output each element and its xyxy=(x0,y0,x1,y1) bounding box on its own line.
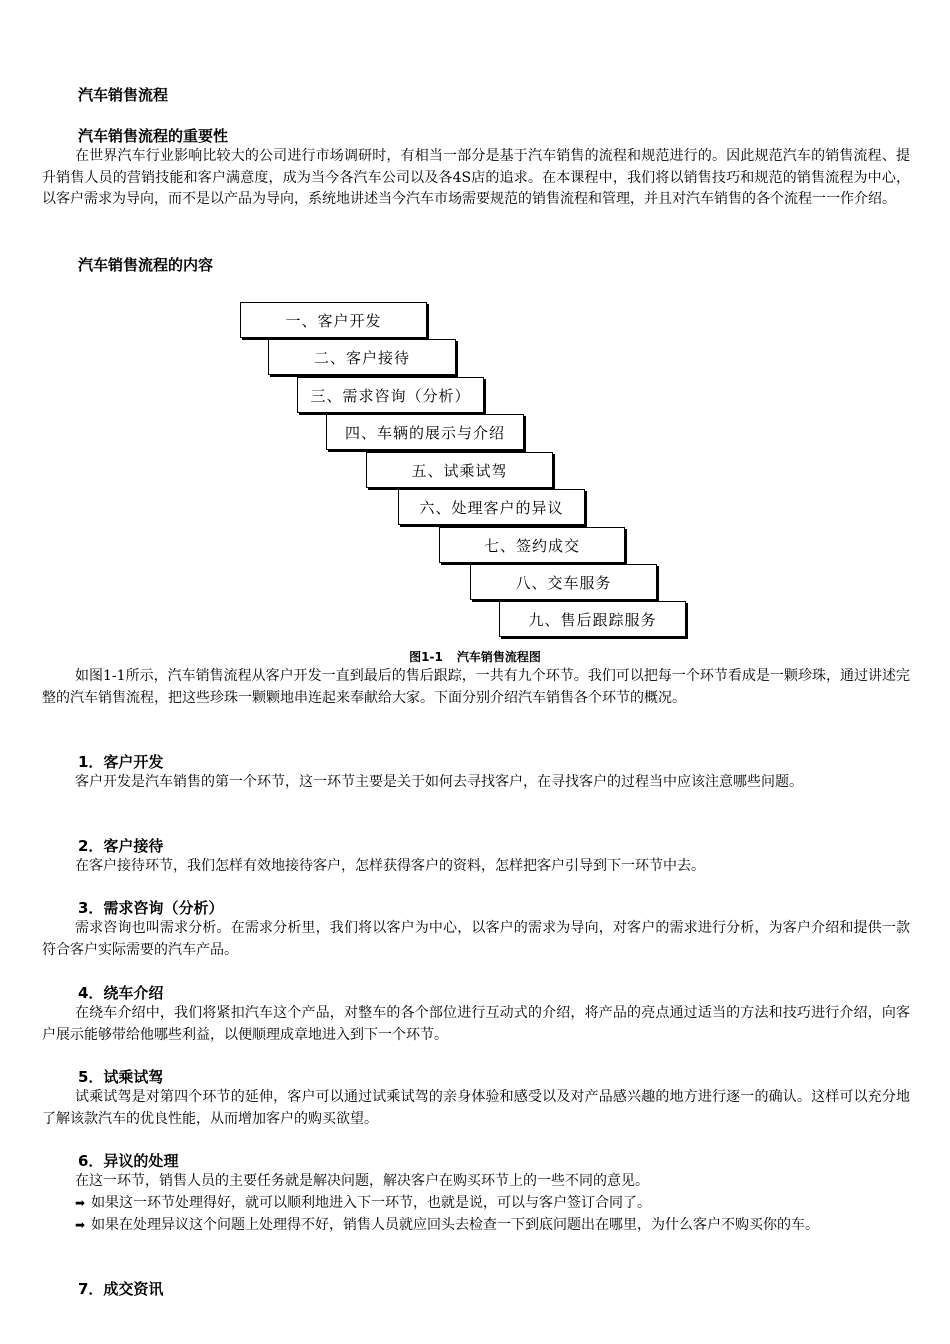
flow-step-9: 九、售后跟踪服务 xyxy=(499,601,686,637)
flow-step-5: 五、试乘试驾 xyxy=(366,452,553,488)
content-heading: 汽车销售流程的内容 xyxy=(78,256,214,274)
flow-step-6: 六、处理客户的异议 xyxy=(398,489,585,525)
section-6-bullet-1 xyxy=(42,1193,910,1215)
intro-paragraph: 如图1-1所示，汽车销售流程从客户开发一直到最后的售后跟踪，一共有九个环节。我们可以把每一个环节看成是一颗珍珠，通过讲述完整的汽车销售流程，把这些珍珠一颗颗地串连起来奉献给大家。下面分别介绍汽车销售各个环节的概况。 xyxy=(42,668,910,706)
bullet-text: 如果在处理异议这个问题上处理得不好，销售人员就应回头去检查一下到底问题出在哪里，为什么客户不购买你的车。 xyxy=(91,1217,820,1233)
flow-step-8: 八、交车服务 xyxy=(470,564,657,600)
flow-step-4: 四、车辆的展示与介绍 xyxy=(326,414,524,450)
arrow-bullet-icon: ➡ xyxy=(75,1196,86,1210)
section-5-text: 试乘试驾是对第四个环节的延伸，客户可以通过试乘试驾的亲身体验和感受以及对产品感兴趣的地方进行逐一的确认。这样可以充分地了解该款汽车的优良性能，从而增加客户的购买欲望。 xyxy=(42,1089,910,1127)
section-6-bullet-2 xyxy=(42,1215,910,1237)
section-2-text: 在客户接待环节，我们怎样有效地接待客户，怎样获得客户的资料，怎样把客户引导到下一环节中去。 xyxy=(75,858,705,874)
section-5-heading: 5．试乘试驾 xyxy=(78,1068,164,1086)
section-1-heading: 1．客户开发 xyxy=(78,753,164,771)
flow-step-7: 七、签约成交 xyxy=(439,527,625,563)
section-1-text: 客户开发是汽车销售的第一个环节，这一环节主要是关于如何去寻找客户，在寻找客户的过程当中应该注意哪些问题。 xyxy=(75,774,803,790)
figure-number: 图1-1 xyxy=(409,650,443,664)
figure-title: 汽车销售流程图 xyxy=(456,650,541,664)
importance-paragraph: 在世界汽车行业影响比较大的公司进行市场调研时，有相当一部分是基于汽车销售的流程和规范进行的。因此规范汽车的销售流程、提升销售人员的营销技能和客户满意度，成为当今各汽车公司以及各4S店的追求。在本课程中，我们将以销售技巧和规范的销售流程为中心，以客户需求为导向，而不是以产品为导向，系统地讲述当今汽车市场需要规范的销售流程和管理，并且对汽车销售的各个流程一一作介绍。 xyxy=(42,148,910,207)
importance-heading: 汽车销售流程的重要性 xyxy=(78,127,229,145)
section-7-heading: 7．成交资讯 xyxy=(78,1280,164,1298)
flow-step-2: 二、客户接待 xyxy=(268,339,456,375)
section-6-heading: 6．异议的处理 xyxy=(78,1152,179,1170)
flow-step-1: 一、客户开发 xyxy=(240,302,427,338)
figure-caption xyxy=(0,649,950,665)
arrow-bullet-icon: ➡ xyxy=(75,1218,86,1232)
section-3-text: 需求咨询也叫需求分析。在需求分析里，我们将以客户为中心，以客户的需求为导向，对客户的需求进行分析，为客户介绍和提供一款符合客户实际需要的汽车产品。 xyxy=(42,920,910,958)
section-4-heading: 4．绕车介绍 xyxy=(78,984,164,1002)
section-3-heading: 3．需求咨询（分析） xyxy=(78,899,224,917)
bullet-text: 如果这一环节处理得好，就可以顺利地进入下一环节，也就是说，可以与客户签订合同了。 xyxy=(91,1195,652,1211)
section-4-text: 在绕车介绍中，我们将紧扣汽车这个产品，对整车的各个部位进行互动式的介绍，将产品的亮点通过适当的方法和技巧进行介绍，向客户展示能够带给他哪些利益，以便顺理成章地进入到下一个环节。 xyxy=(42,1005,910,1043)
section-6-text: 在这一环节，销售人员的主要任务就是解决问题，解决客户在购买环节上的一些不同的意见。 xyxy=(75,1173,649,1189)
flow-step-3: 三、需求咨询（分析） xyxy=(297,377,484,413)
document-title: 汽车销售流程 xyxy=(78,86,169,104)
section-2-heading: 2．客户接待 xyxy=(78,837,164,855)
